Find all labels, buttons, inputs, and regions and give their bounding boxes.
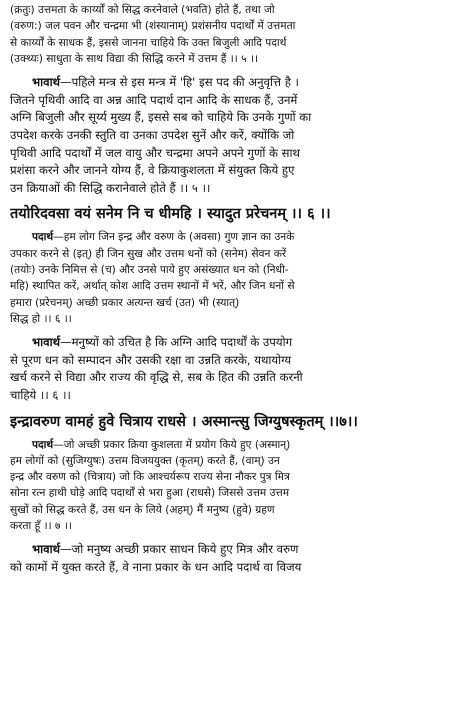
text-line: —जो अच्छी प्रकार क्रिया कुशलता में प्रयोग किये हुए (अस्मान्) — [53, 438, 291, 451]
padarth-7-paragraph — [10, 437, 447, 535]
text-line: हम लोगों को (सुजिग्युषः) उत्तम विजययुक्त (कृतम्) करते हैं, (वाम्) उन — [10, 454, 280, 467]
text-line: सिद्ध हो ।। ६ ।। — [10, 312, 72, 325]
text-line: सोना रत्न हाथी घोड़े आदि पदार्थों से भरा हुआ (राधसे) जिससे उत्तम उत्तम — [10, 487, 290, 500]
padarth-6-paragraph — [10, 229, 447, 327]
padarth-label: पदार्थ — [32, 438, 54, 451]
text-line: से पूरण धन को सम्पादन और उसकी रक्षा वा उन्नति करके, यथायोग्य — [10, 352, 292, 367]
mantra-7: इन्द्रावरुण वामहं हुवे चित्राय राधसे । अस्मान्त्सु जिग्युषस्कृतम् ।।७।। — [10, 412, 358, 430]
bhavarth-label: भावार्थ — [32, 75, 61, 90]
text-line: खर्च करने से विद्या और राज्य की वृद्धि से, सब के हित की उन्नति करनी — [10, 370, 303, 385]
bhavarth-6-paragraph — [10, 334, 447, 404]
text-line: उपकार करने से (इत्) ही जिन सुख और उत्तम धनों को (सनेम) सेवन करें — [10, 247, 287, 260]
bhavarth-7-paragraph — [10, 541, 447, 576]
bhavarth-label: भावार्थ — [32, 335, 61, 350]
bhavarth-5-paragraph — [10, 74, 447, 197]
text-line: पृथिवी आदि पदार्थों में जल वायु और चन्द्रमा अपने अपने गुणों के साथ — [10, 145, 300, 160]
text-line: —हम लोग जिन इन्द्र और वरुण के (अवसा) गुण ज्ञान का उनके — [53, 231, 295, 244]
padarth-label: पदार्थ — [32, 231, 54, 244]
text-line: (उक्थ्यः) साधुता के साथ विद्या की सिद्धि करने में उत्तम हैं ।। ५ ।। — [10, 52, 259, 65]
text-line: (वरुण:) जल पवन और चन्द्रमा भी (शंस्यानाम्) प्रशंसनीय पदार्थों में उत्तमता — [10, 20, 296, 33]
text-line: (तयोः) उनके निमित्त से (च) और उनसे पाये हुए असंख्यात धन को (निधी- — [10, 263, 289, 276]
bhavarth-label: भावार्थ — [32, 542, 61, 557]
text-line: प्रशंसा करने और जानने योग्य हैं, वे क्रियाकुशलता में संयुक्त किये हुए — [10, 163, 295, 178]
text-line: इन्द्र और वरुण को (चित्राय) जो कि आश्चर्यरूप राज्य सेना नौकर पुत्र मित्र — [10, 471, 290, 484]
continued-padarth-5 — [10, 2, 447, 67]
text-line: अग्नि बिजुली और सूर्य्य मुख्य हैं, इससे सब को चाहिये कि उनके गुणों का — [10, 110, 312, 125]
text-line: —जो मनुष्य अच्छी प्रकार साधन किये हुए मित्र और वरुण — [60, 542, 299, 557]
text-line: महि) स्थापित करें, अर्थात् कोश आदि उत्तम स्थानों में भरें, और जिन धनों से — [10, 280, 295, 293]
text-line: —पहिले मन्त्र से इस मन्त्र में 'हि' इस पद की अनुवृत्ति है । — [60, 75, 299, 90]
text-line: चाहिये ।। ६ ।। — [10, 387, 71, 402]
text-line: को कामों में युक्त करते हैं, वे नाना प्रकार के धन आदि पदार्थ वा विजय — [10, 559, 302, 574]
text-line: सुखों को सिद्ध करते हैं, उस धन के लिये (अहम्) मैं मनुष्य (हुवे) ग्रहण — [10, 503, 275, 516]
text-line: से कार्य्यों के साधक हैं, इससे जानना चाहिये कि उक्त बिजुली आदि पदार्थ — [10, 36, 287, 49]
mantra-6: तयोरिदवसा वयं सनेम नि च धीमहि । स्यादुत प्ररेचनम् ।। ६ ।। — [10, 205, 331, 223]
text-line: (क्रतुः) उत्तमता के कार्य्यों को सिद्ध करनेवाले (भवति) होते हैं, तथा जो — [10, 4, 275, 16]
text-line: हमारा (प्ररेचनम्) अच्छी प्रकार अत्यन्त खर्च (उत) भी (स्यात्) — [10, 296, 240, 309]
text-line: उन क्रियाओं की सिद्धि करानेवाले होते हैं ।। ५ ।। — [10, 180, 211, 195]
text-line: जितने पृथिवी आदि वा अन्न आदि पदार्थ दान आदि के साधक हैं, उनमें — [10, 92, 298, 107]
text-line: करता हूँ ।। ७ ।। — [10, 519, 72, 532]
text-line: —मनुष्यों को उचित है कि अग्नि आदि पदार्थों के उपयोग — [60, 335, 293, 350]
text-line: उपदेश करके उनकी स्तुति वा उनका उपदेश सुनें और करें, क्योंकि जो — [10, 127, 295, 142]
